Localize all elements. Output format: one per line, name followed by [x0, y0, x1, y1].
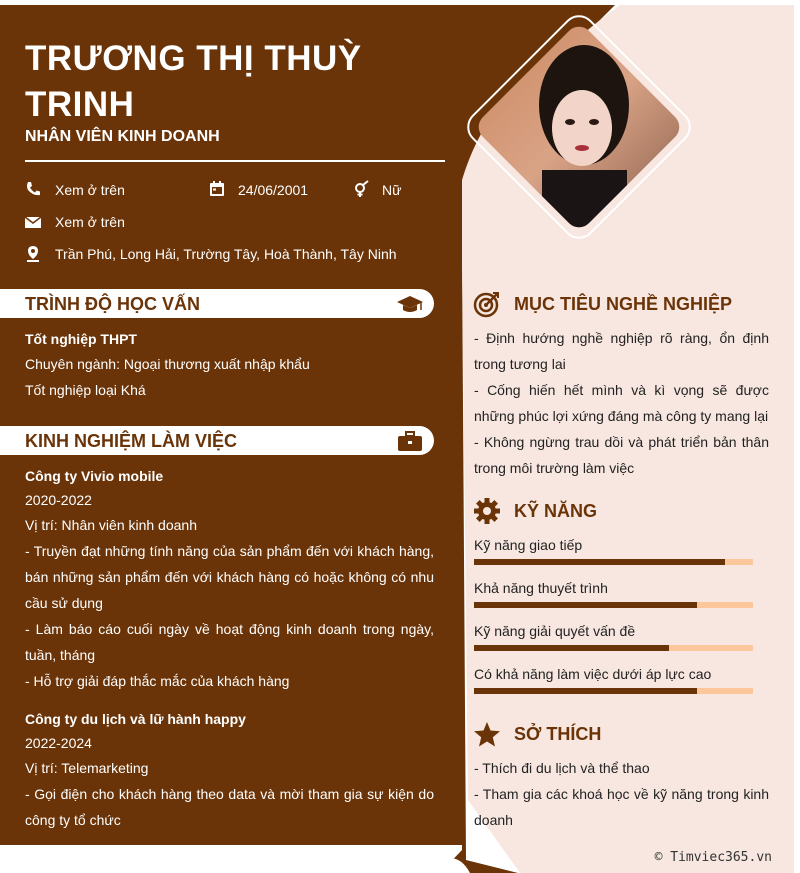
skill-bar [474, 645, 753, 651]
skill-label: Kỹ năng giải quyết vấn đề [474, 623, 636, 639]
objective-item: - Cống hiến hết mình và kì vọng sẽ được những phúc lợi xứng đáng mà công ty mang lại [474, 382, 769, 424]
job-period: 2020-2022 [25, 492, 92, 508]
candidate-name: TRƯƠNG THỊ THUỲ TRINH [25, 39, 362, 124]
location-icon [24, 245, 42, 263]
skill-label: Có khả năng làm việc dưới áp lực cao [474, 666, 712, 682]
education-school: Tốt nghiệp THPT [25, 331, 137, 347]
star-icon [473, 721, 501, 748]
skill-bar-fill [474, 559, 725, 565]
job-role: Vị trí: Telemarketing [25, 760, 149, 776]
objective-item: - Định hướng nghề nghiệp rõ ràng, ổn định trong tương lai [474, 330, 769, 372]
education-title: TRÌNH ĐỘ HỌC VẤN [25, 294, 200, 314]
gear-icon [473, 497, 501, 525]
birthday-value: 24/06/2001 [238, 182, 309, 198]
phone-icon [24, 180, 42, 198]
skill-bar-fill [474, 602, 697, 608]
email-value: Xem ở trên [55, 214, 125, 230]
experience-title: KINH NGHIỆM LÀM VIỆC [25, 431, 238, 451]
skill-label: Khả năng thuyết trình [474, 580, 608, 596]
phone-value: Xem ở trên [55, 182, 125, 198]
job-duty: - Hỗ trợ giải đáp thắc mắc của khách hàng [25, 673, 290, 689]
skills-title: KỸ NĂNG [514, 501, 598, 521]
skill-label: Kỹ năng giao tiếp [474, 537, 583, 553]
gender-icon [352, 180, 370, 198]
header-divider [25, 160, 445, 162]
email-icon [24, 213, 42, 231]
gender-value: Nữ [382, 182, 402, 198]
calendar-icon [208, 180, 226, 198]
graduation-cap-icon [396, 293, 424, 315]
job-company: Công ty du lịch và lữ hành happy [25, 711, 246, 727]
skill-bar-fill [474, 688, 697, 694]
education-grade: Tốt nghiệp loại Khá [25, 382, 146, 398]
skill-bar-fill [474, 645, 669, 651]
job-duty: - Làm báo cáo cuối ngày về hoạt động kinh doanh trong ngày, tuần, tháng [25, 621, 434, 663]
address-value: Trần Phú, Long Hải, Trường Tây, Hoà Thành, Tây Ninh [55, 246, 397, 262]
hobby-item: - Tham gia các khoá học về kỹ năng trong kinh doanh [474, 786, 769, 828]
skill-bar [474, 559, 753, 565]
skill-bar [474, 602, 753, 608]
skill-bar [474, 688, 753, 694]
hobbies-title: SỞ THÍCH [514, 724, 602, 744]
job-period: 2022-2024 [25, 735, 92, 751]
avatar [462, 10, 697, 245]
education-major: Chuyên ngành: Ngoại thương xuất nhập khẩu [25, 356, 310, 372]
target-icon [473, 291, 500, 318]
briefcase-icon [396, 430, 424, 452]
hobby-item: - Thích đi du lịch và thể thao [474, 760, 650, 776]
job-title: NHÂN VIÊN KINH DOANH [25, 128, 220, 145]
job-company: Công ty Vivio mobile [25, 468, 164, 484]
job-duty: - Truyền đạt những tính năng của sản phẩm đến với khách hàng, bán những sản phẩm đến với khách hàng có hoặc không có nhu cầu sử dụng [25, 543, 434, 611]
job-duty: - Gọi điện cho khách hàng theo data và mời tham gia sự kiện do công ty tổ chức [25, 786, 434, 828]
objective-item: - Không ngừng trau dồi và phát triển bản thân trong môi trường làm việc [474, 434, 769, 476]
objective-title: MỤC TIÊU NGHỀ NGHIỆP [514, 294, 733, 314]
job-role: Vị trí: Nhân viên kinh doanh [25, 517, 197, 533]
footer-credit: © Timviec365.vn [654, 850, 772, 865]
